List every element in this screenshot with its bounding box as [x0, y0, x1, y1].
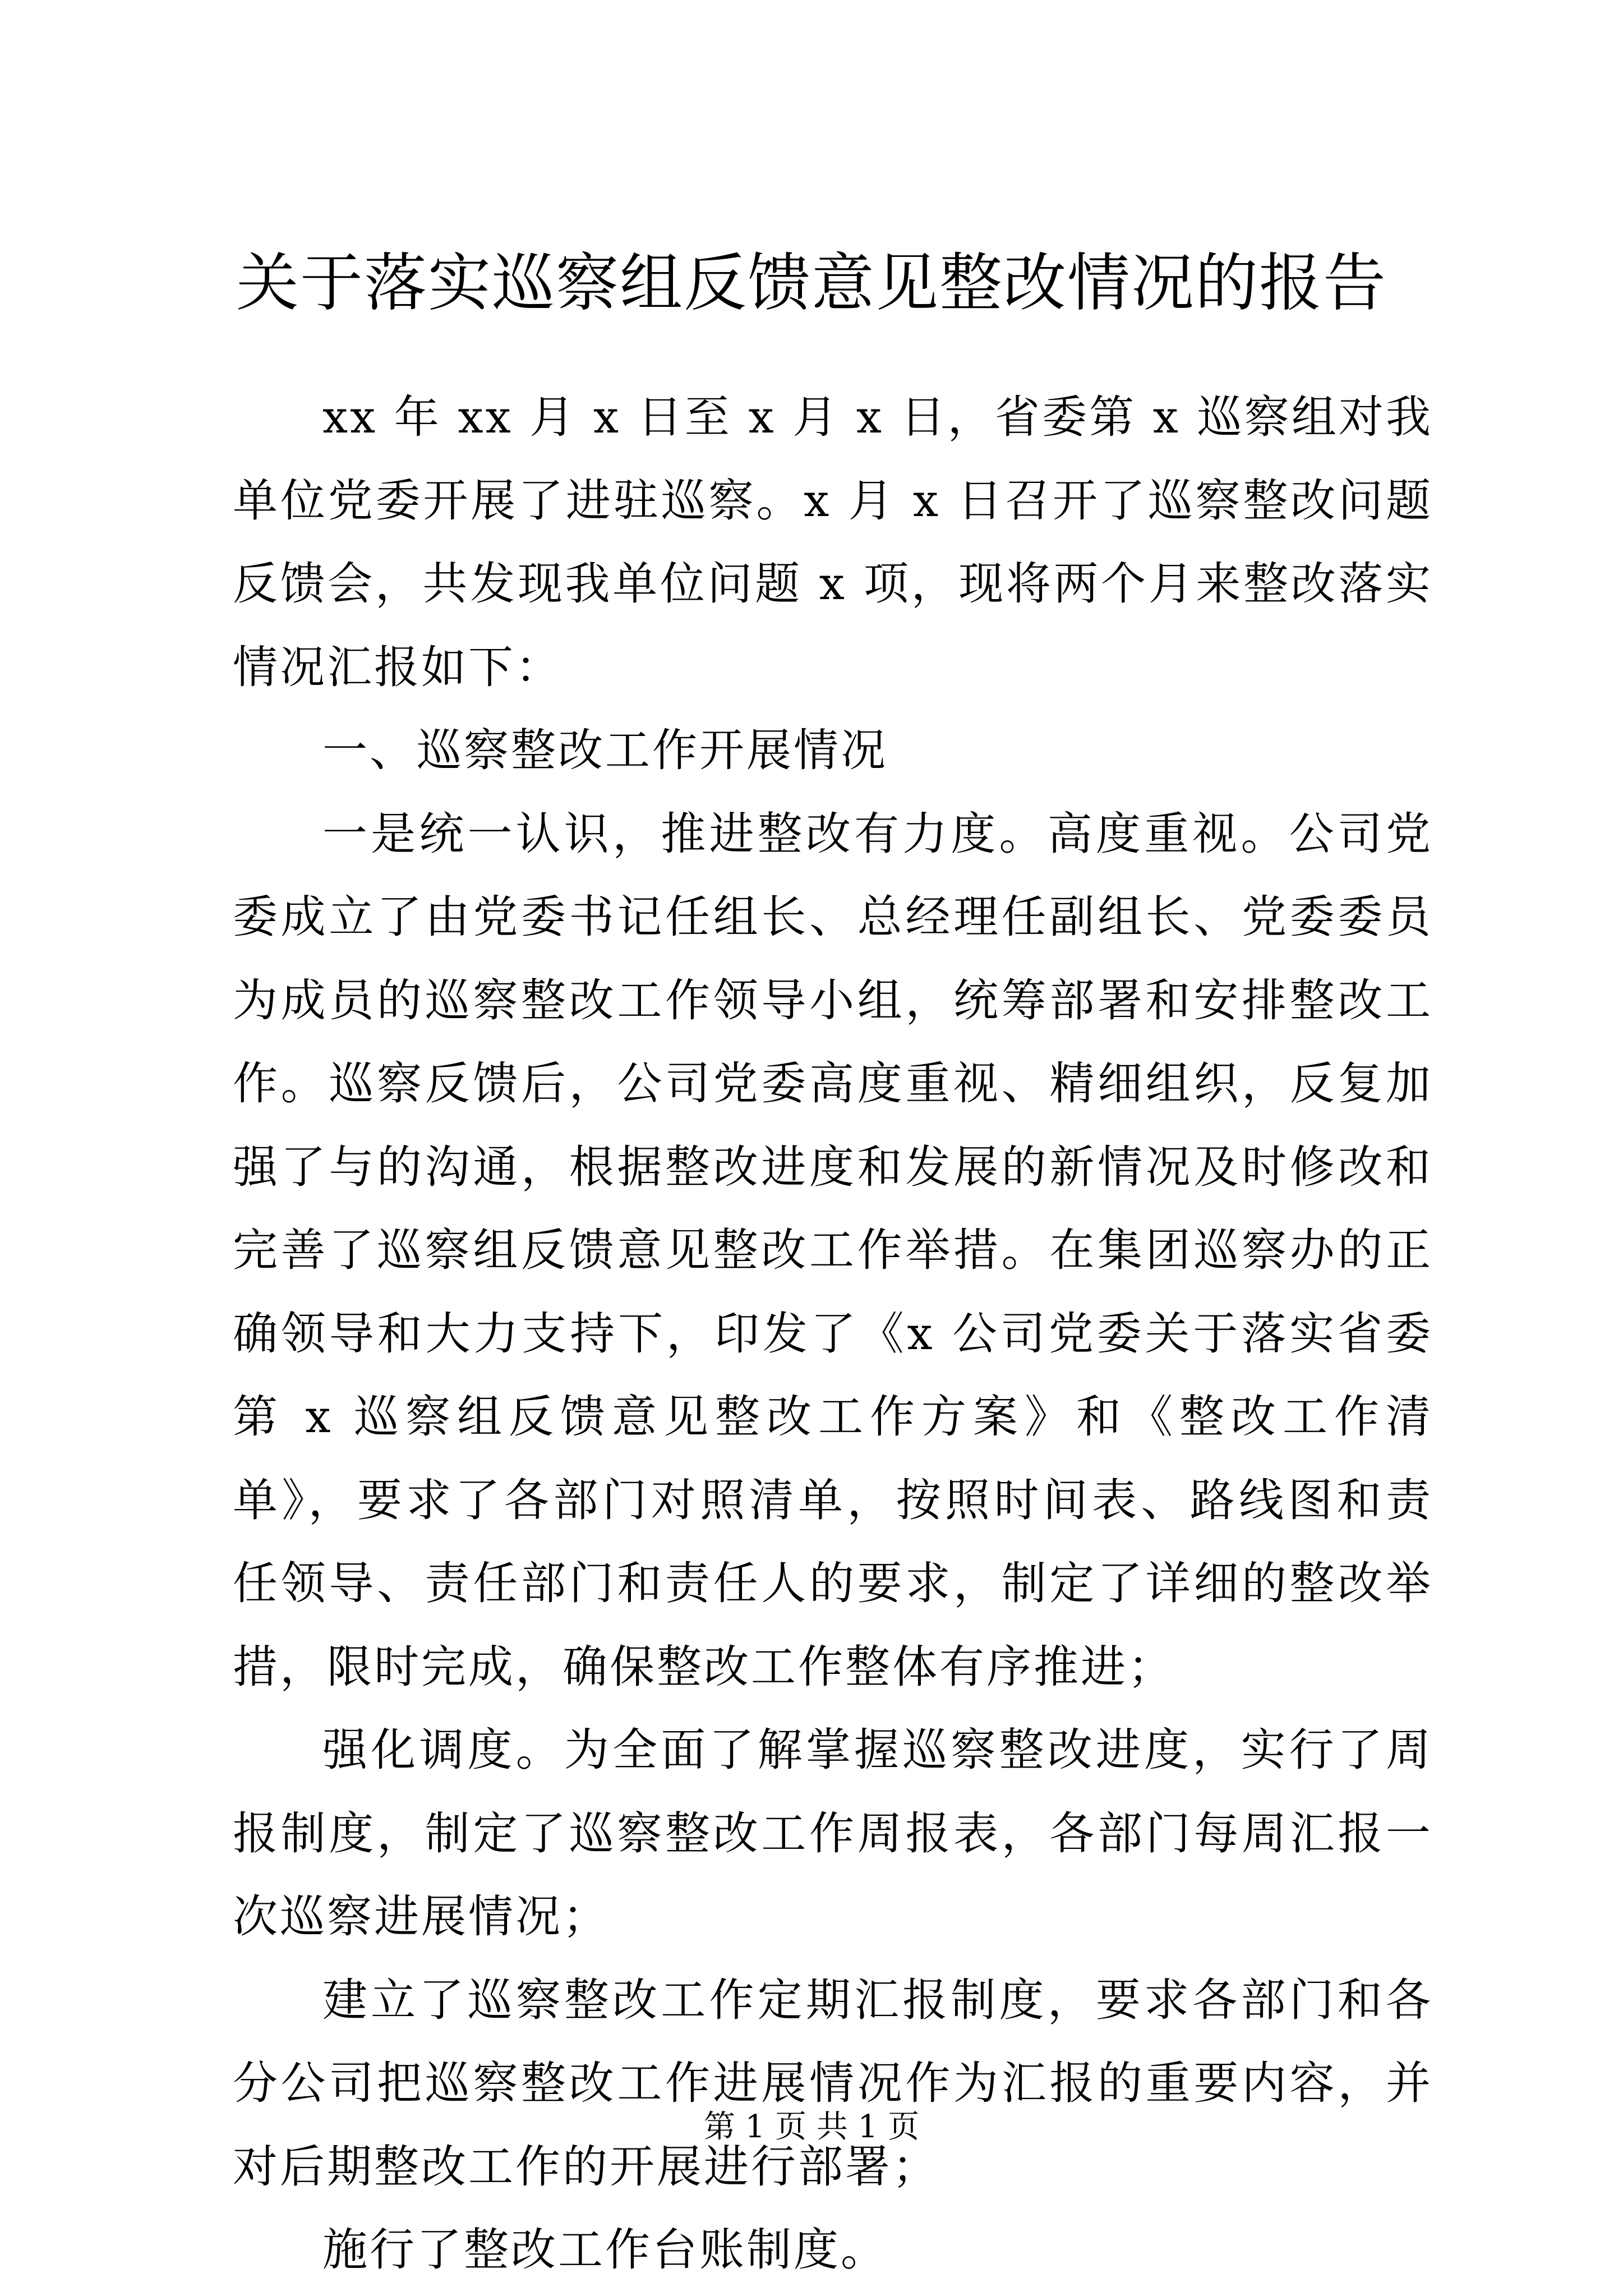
paragraph-regular-reporting: 建立了巡察整改工作定期汇报制度，要求各部门和各分公司把巡察整改工作进展情况作为汇报的重要内容，并对后期整改工作的开展进行部署； — [233, 1973, 1433, 2193]
document-title: 关于落实巡察组反馈意见整改情况的报告 — [236, 247, 1387, 320]
paragraph-ledger-system: 施行了整改工作台账制度。 — [322, 2224, 888, 2276]
section-heading: 一、巡察整改工作开展情况 — [322, 724, 888, 776]
paragraph-intro: xx 年 xx 月 x 日至 x 月 x 日，省委第 x 巡察组对我单位党委开展了进驻巡察。x 月 x 日召开了巡察整改问题反馈会，共发现我单位问题 x 项，现将两个月来整改落实情况汇报如下： — [233, 391, 1433, 693]
paragraph-strengthen-scheduling: 强化调度。为全面了解掌握巡察整改进度，实行了周报制度，制定了巡察整改工作周报表，各部门每周汇报一次巡察进展情况； — [233, 1724, 1433, 1943]
document-body — [233, 376, 1433, 2292]
paragraph-unified-understanding: 一是统一认识，推进整改有力度。高度重视。公司党委成立了由党委书记任组长、总经理任副组长、党委委员为成员的巡察整改工作领导小组，统筹部署和安排整改工作。巡察反馈后，公司党委高度重视、精细组织，反复加强了与的沟通，根据整改进度和发展的新情况及时修改和完善了巡察组反馈意见整改工作举措。在集团巡察办的正确领导和大力支持下，印发了《x 公司党委关于落实省委第 x 巡察组反馈意见整改工作方案》和《整改工作清单》，要求了各部门对照清单，按照时间表、路线图和责任领导、责任部门和责任人的要求，制定了详细的整改举措，限时完成，确保整改工作整体有序推进； — [233, 807, 1433, 1693]
page-footer: 第 1 页 共 1 页 — [703, 2109, 920, 2145]
